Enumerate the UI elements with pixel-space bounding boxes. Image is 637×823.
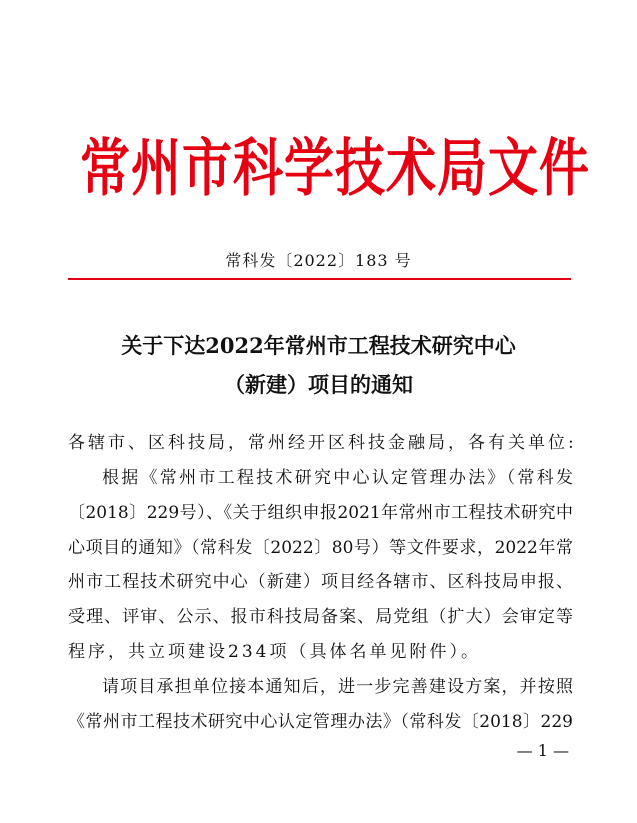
body-line: 程序，共立项建设234项（具体名单见附件）。: [68, 642, 481, 662]
document-title-line-2: （新建）项目的通知: [224, 372, 413, 397]
body-line: 受理、评审、公示、报市科技局备案、局党组（扩大）会审定等: [68, 607, 573, 627]
page-number: — 1 —: [516, 741, 569, 760]
masthead: 常州市科学技术局文件: [80, 130, 590, 205]
body-line: 请项目承担单位接本通知后，进一步完善建设方案，并按照: [102, 677, 573, 697]
body-line: 《常州市工程技术研究中心认定管理办法》（常科发〔2018〕229: [68, 712, 573, 732]
body-line: 州市工程技术研究中心（新建）项目经各辖市、区科技局申报、: [68, 572, 573, 592]
document-title-line-1: 关于下达2022年常州市工程技术研究中心: [121, 333, 516, 358]
body-line: 根据《常州市工程技术研究中心认定管理办法》（常科发: [102, 468, 573, 488]
body-line: 各辖市、区科技局，常州经开区科技金融局，各有关单位:: [68, 433, 577, 453]
body-line: 心项目的通知》（常科发〔2022〕80号）等文件要求，2022年常: [68, 538, 573, 558]
red-divider: [68, 278, 571, 280]
document-number: 常科发〔2022〕183 号: [225, 251, 412, 270]
body-line: 〔2018〕229号）、《关于组织申报2021年常州市工程技术研究中: [68, 503, 573, 523]
